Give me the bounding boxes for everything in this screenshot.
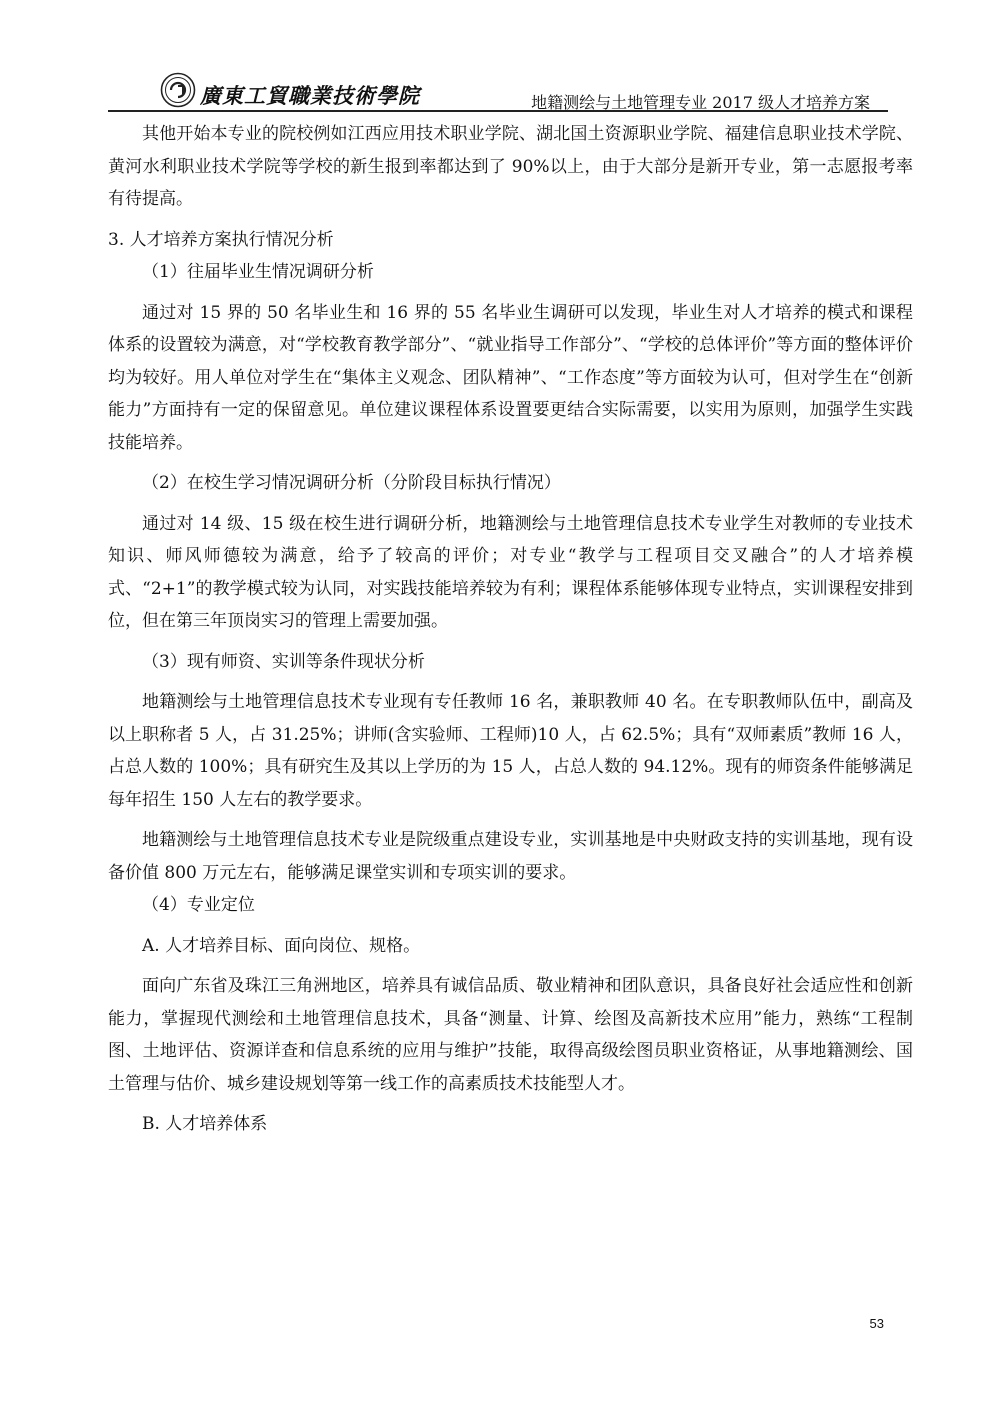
- page-number: 53: [869, 1316, 884, 1331]
- header-divider: [108, 110, 888, 112]
- subheading-faculty-conditions: （3）现有师资、实训等条件现状分析: [142, 651, 425, 672]
- paragraph-training-goals: 面向广东省及珠江三角洲地区，培养具有诚信品质、敬业精神和团队意识，具备良好社会适应性和创新能力，掌握现代测绘和土地管理信息技术，具备“测量、计算、绘图及高新技术应用”能力，熟练“工程制图、土地评估、资源详查和信息系统的应用与维护”技能，取得高级绘图员职业资格证，从事地籍测绘、国土管理与估价、城乡建设规划等第一线工作的高素质技术技能型人才。: [108, 976, 913, 1094]
- paragraph-faculty: 地籍测绘与土地管理信息技术专业现有专任教师 16 名，兼职教师 40 名。在专职教师队伍中，副高及以上职称者 5 人，占 31.25%；讲师(含实验师、工程师)10 人，占 62.5%；具有“双师素质”教师 16 人，占总人数的 100%；具有研究生及其以上学历的为 15 人，占总人数的 94.12%。现有的师资条件能够满足每年招生 150 人左右的教学要求。: [108, 692, 913, 810]
- school-logo-icon: [160, 72, 196, 108]
- heading-a-training-goals: A. 人才培养目标、面向岗位、规格。: [142, 935, 421, 956]
- subheading-students-survey: （2）在校生学习情况调研分析（分阶段目标执行情况）: [142, 473, 561, 493]
- paragraph-graduates-survey: 通过对 15 界的 50 名毕业生和 16 界的 55 名毕业生调研可以发现，毕业生对人才培养的模式和课程体系的设置较为满意，对“学校教育教学部分”、“就业指导工作部分”、“学校的总体评价”等方面的整体评价均为较好。用人单位对学生在“集体主义观念、团队精神”、“工作态度”等方面较为认可，但对学生在“创新能力”方面持有一定的保留意见。单位建议课程体系设置要更结合实际需要，以实用为原则，加强学生实践技能培养。: [108, 302, 913, 453]
- paragraph-training-base: 地籍测绘与土地管理信息技术专业是院级重点建设专业，实训基地是中央财政支持的实训基地，现有设备价值 800 万元左右，能够满足课堂实训和专项实训的要求。: [108, 830, 913, 883]
- document-body: [108, 118, 913, 1141]
- subheading-positioning: （4）专业定位: [142, 895, 255, 915]
- school-name: 廣東工貿職業技術學院: [200, 83, 420, 108]
- paragraph-other-schools: 其他开始本专业的院校例如江西应用技术职业学院、湖北国土资源职业学院、福建信息职业技术学院、黄河水利职业技术学院等学校的新生报到率都达到了 90%以上，由于大部分是新开专业，第一志愿报考率有待提高。: [108, 124, 913, 209]
- document-title: 地籍测绘与土地管理专业 2017 级人才培养方案: [531, 93, 870, 112]
- heading-b-training-system: B. 人才培养体系: [142, 1114, 268, 1134]
- paragraph-students-survey: 通过对 14 级、15 级在校生进行调研分析，地籍测绘与土地管理信息技术专业学生对教师的专业技术知识、师风师德较为满意，给予了较高的评价；对专业“教学与工程项目交叉融合”的人才培养模式、“2+1”的教学模式较为认同，对实践技能培养较为有利；课程体系能够体现专业特点，实训课程安排到位，但在第三年顶岗实习的管理上需要加强。: [108, 513, 913, 631]
- subheading-graduates-survey: （1）往届毕业生情况调研分析: [142, 262, 374, 282]
- section-heading-3: 3. 人才培养方案执行情况分析: [108, 229, 334, 250]
- page-header: [108, 70, 888, 110]
